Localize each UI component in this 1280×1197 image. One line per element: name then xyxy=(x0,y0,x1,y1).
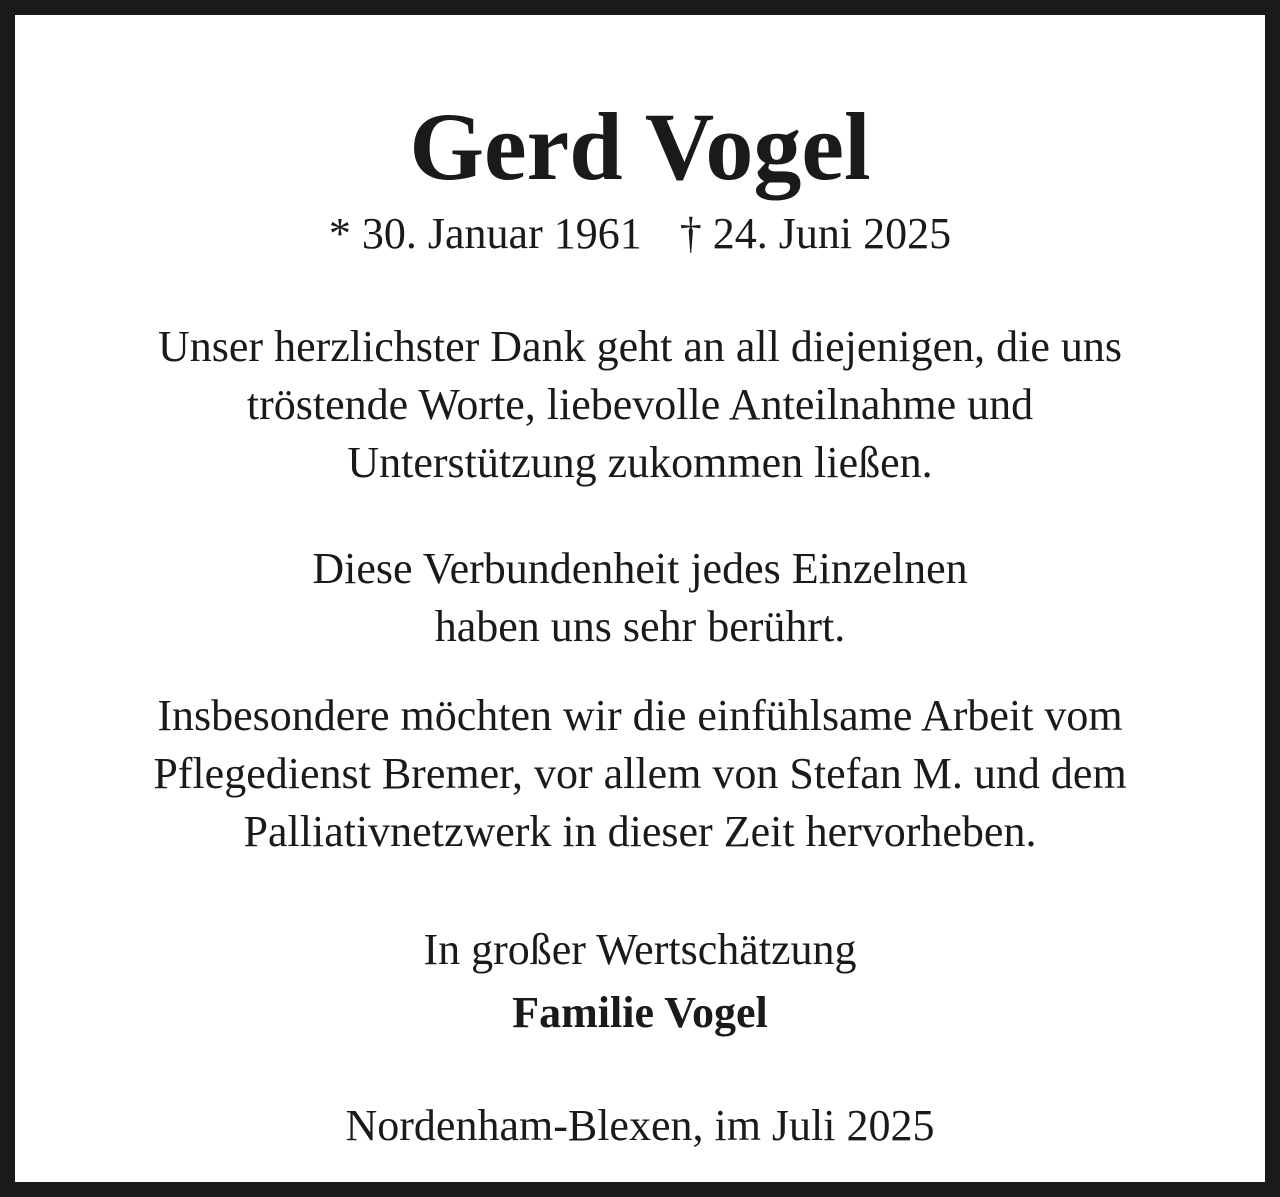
solidarity-paragraph xyxy=(30,540,1250,656)
thanks-paragraph xyxy=(30,318,1250,492)
text-line: Palliativnetzwerk in dieser Zeit hervorheben. xyxy=(243,807,1037,856)
closing-phrase: In großer Wertschätzung xyxy=(423,925,857,974)
place-and-date: Nordenham-Blexen, im Juli 2025 xyxy=(345,1101,935,1150)
notice-content xyxy=(30,30,1250,1167)
death-date: † 24. Juni 2025 xyxy=(679,209,952,258)
special-thanks-paragraph xyxy=(30,687,1250,861)
text-line: haben uns sehr berührt. xyxy=(434,602,846,651)
text-line: Unser herzlichster Dank geht an all diejenigen, die uns xyxy=(157,322,1122,371)
deceased-name: Gerd Vogel xyxy=(409,93,871,200)
birth-date: * 30. Januar 1961 xyxy=(328,209,642,258)
text-line: Diese Verbundenheit jedes Einzelnen xyxy=(312,544,968,593)
text-line: tröstende Worte, liebevolle Anteilnahme und xyxy=(246,380,1034,429)
life-dates xyxy=(30,206,1250,262)
family-signature: Familie Vogel xyxy=(512,988,768,1037)
text-line: Insbesondere möchten wir die einfühlsame Arbeit vom xyxy=(157,691,1123,740)
text-line: Pflegedienst Bremer, vor allem von Stefan M. und dem xyxy=(153,749,1127,798)
text-line: Unterstützung zukommen ließen. xyxy=(347,438,933,487)
